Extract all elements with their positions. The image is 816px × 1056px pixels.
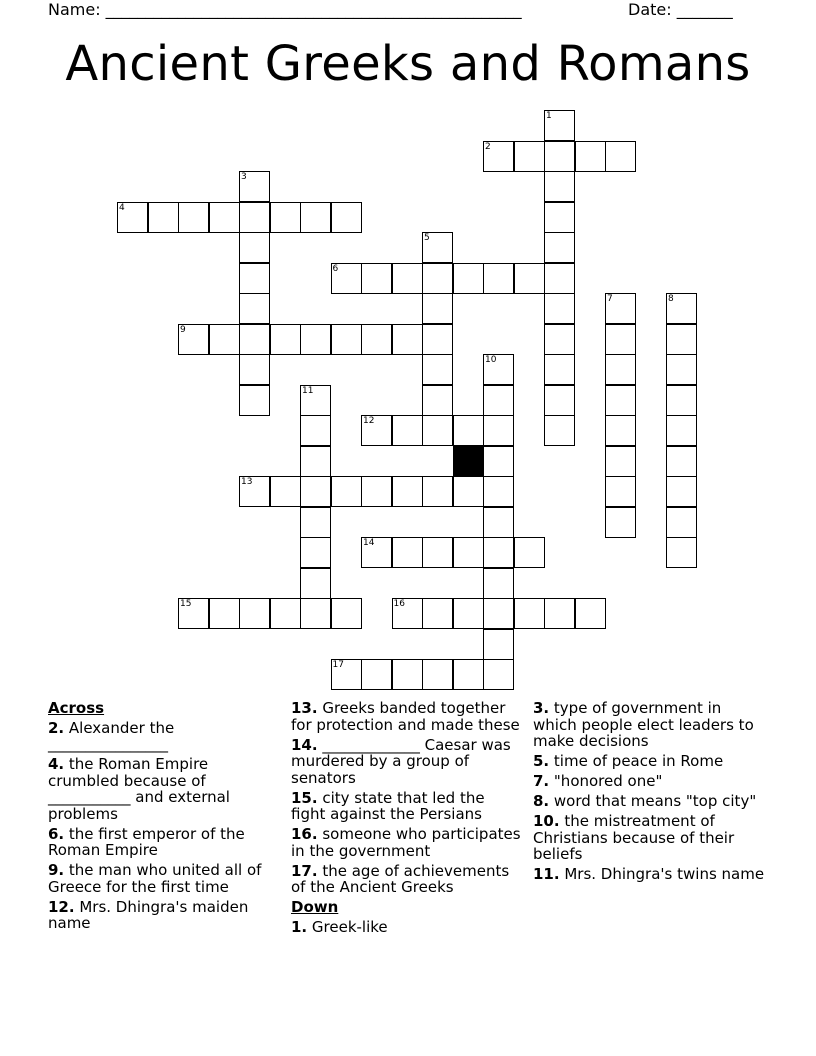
clue-item-number: 9.: [48, 861, 65, 879]
grid-cell[interactable]: [422, 537, 453, 568]
clue-item-text: "honored one": [549, 772, 663, 790]
clue-item: [533, 753, 765, 770]
clue-item-text: Mrs. Dhingra's twins name: [559, 865, 765, 883]
grid-cell[interactable]: [483, 354, 514, 385]
clue-item-number: 2.: [48, 718, 65, 737]
clue-item-text: the Roman Empire crumbled because of ___________ and external problems: [48, 755, 230, 823]
grid-cell[interactable]: [209, 598, 240, 629]
page-title: Ancient Greeks and Romans: [65, 36, 751, 92]
clue-number: 6: [332, 263, 339, 274]
clue-item-number: 13.: [291, 699, 318, 717]
grid-cell[interactable]: [422, 293, 453, 324]
clue-item-number: 8.: [533, 792, 550, 810]
grid-cell[interactable]: [514, 537, 545, 568]
grid-cell[interactable]: [453, 598, 484, 629]
grid-cell[interactable]: [300, 537, 331, 568]
grid-cell[interactable]: [483, 568, 514, 599]
grid-cell[interactable]: [331, 659, 362, 690]
grid-cell[interactable]: [483, 446, 514, 477]
clue-item: [533, 866, 765, 883]
grid-cell[interactable]: [178, 202, 209, 233]
grid-cell[interactable]: [514, 598, 545, 629]
grid-cell[interactable]: [331, 202, 362, 233]
clue-item-text: someone who participates in the government: [291, 825, 521, 860]
grid-cell[interactable]: [178, 324, 209, 355]
grid-cell[interactable]: [544, 141, 575, 172]
name-field-label[interactable]: Name: ____________________________________________________: [48, 0, 522, 19]
grid-cell[interactable]: [544, 202, 575, 233]
clue-number: 13: [241, 477, 253, 487]
grid-cell[interactable]: [331, 476, 362, 507]
grid-cell[interactable]: [483, 263, 514, 294]
grid-cell[interactable]: [514, 141, 545, 172]
clue-item: [291, 863, 523, 896]
clue-item-text: time of peace in Rome: [549, 752, 724, 770]
clue-item-text: Greeks banded together for protection and made these: [291, 699, 520, 734]
grid-cell[interactable]: [392, 659, 423, 690]
grid-cell[interactable]: [209, 202, 240, 233]
grid-cell[interactable]: [422, 354, 453, 385]
clue-item-text: the first emperor of the Roman Empire: [48, 824, 245, 859]
clues-column-1: [48, 700, 274, 935]
clue-number: 5: [424, 233, 430, 243]
grid-cell[interactable]: [148, 202, 179, 233]
grid-cell[interactable]: [392, 263, 423, 294]
grid-cell[interactable]: [392, 415, 423, 446]
grid-cell[interactable]: [361, 537, 392, 568]
grid-cell[interactable]: [300, 202, 331, 233]
grid-cell[interactable]: [605, 415, 636, 446]
grid-cell[interactable]: [544, 110, 575, 141]
clue-number: 4: [119, 202, 125, 213]
grid-cell[interactable]: [666, 354, 697, 385]
grid-cell[interactable]: [239, 324, 270, 355]
grid-cell[interactable]: [361, 324, 392, 355]
clue-item-text: city state that led the fight against the Persians: [291, 788, 485, 823]
grid-cell[interactable]: [117, 202, 148, 233]
clue-item: [291, 919, 523, 936]
clues-column-2: [291, 700, 523, 939]
grid-cell[interactable]: [544, 232, 575, 263]
grid-cell[interactable]: [605, 293, 636, 324]
grid-cell[interactable]: [422, 385, 453, 416]
clue-item: [533, 813, 765, 863]
clue-item-number: 17.: [291, 861, 318, 880]
clue-item-number: 10.: [533, 812, 560, 830]
grid-cell[interactable]: [239, 598, 270, 629]
grid-cell[interactable]: [422, 659, 453, 690]
grid-cell[interactable]: [422, 232, 453, 263]
grid-cell[interactable]: [300, 598, 331, 629]
clue-number: 16: [393, 599, 405, 609]
clue-number: 3: [241, 172, 247, 182]
grid-cell[interactable]: [392, 324, 423, 355]
grid-cell[interactable]: [239, 354, 270, 385]
grid-cell[interactable]: [483, 598, 514, 629]
grid-cell[interactable]: [300, 476, 331, 507]
clue-number: 1: [546, 111, 552, 121]
grid-cell[interactable]: [239, 263, 270, 294]
grid-cell[interactable]: [483, 507, 514, 538]
grid-cell[interactable]: [209, 324, 240, 355]
grid-cell[interactable]: [605, 446, 636, 477]
grid-cell[interactable]: [666, 293, 697, 324]
clue-item-text: Greek-like: [307, 917, 388, 936]
clue-item-text: the man who united all of Greece for the first time: [48, 861, 262, 896]
grid-cell[interactable]: [453, 415, 484, 446]
grid-cell[interactable]: [605, 385, 636, 416]
grid-cell[interactable]: [544, 293, 575, 324]
clue-item-text: type of government in which people elect leaders to make decisions: [533, 699, 754, 750]
grid-cell[interactable]: [544, 171, 575, 202]
grid-cell[interactable]: [666, 476, 697, 507]
grid-cell[interactable]: [666, 385, 697, 416]
clue-item-number: 7.: [533, 772, 550, 790]
grid-cell[interactable]: [666, 324, 697, 355]
grid-cell[interactable]: [666, 446, 697, 477]
clue-item-number: 1.: [291, 917, 308, 936]
clue-item: [48, 720, 274, 753]
grid-cell[interactable]: [270, 324, 301, 355]
grid-cell[interactable]: [239, 385, 270, 416]
grid-cell[interactable]: [392, 537, 423, 568]
clue-item: [48, 756, 274, 822]
clue-item-number: 14.: [291, 735, 318, 754]
across-heading: Across: [48, 699, 105, 717]
clue-item-text: the mistreatment of Christians because of their beliefs: [533, 812, 735, 863]
grid-cell[interactable]: [331, 598, 362, 629]
grid-cell[interactable]: [483, 659, 514, 690]
grid-cell[interactable]: [422, 415, 453, 446]
clue-number: 8: [668, 294, 674, 304]
clue-number: 2: [485, 141, 491, 152]
grid-cell[interactable]: [361, 476, 392, 507]
grid-cell[interactable]: [666, 415, 697, 446]
grid-cell[interactable]: [361, 263, 392, 294]
clues-column-3: [533, 700, 765, 886]
grid-cell[interactable]: [239, 232, 270, 263]
grid-cell[interactable]: [239, 171, 270, 202]
grid-cell[interactable]: [453, 476, 484, 507]
grid-cell[interactable]: [544, 415, 575, 446]
grid-cell[interactable]: [239, 202, 270, 233]
clue-item-text: the age of achievements of the Ancient Greeks: [291, 861, 510, 896]
grid-cell[interactable]: [544, 324, 575, 355]
clue-item-number: 5.: [533, 752, 550, 770]
grid-cell[interactable]: [239, 293, 270, 324]
grid-cell[interactable]: [270, 202, 301, 233]
clue-number: 7: [607, 294, 613, 304]
clue-item-number: 12.: [48, 897, 75, 916]
grid-cell[interactable]: [270, 598, 301, 629]
grid-cell[interactable]: [483, 415, 514, 446]
grid-cell[interactable]: [453, 263, 484, 294]
grid-cell[interactable]: [544, 263, 575, 294]
grid-cell[interactable]: [331, 263, 362, 294]
grid-cell[interactable]: [605, 141, 636, 172]
clue-item-text: Alexander the ________________: [48, 718, 175, 753]
grid-cell[interactable]: [392, 476, 423, 507]
grid-cell[interactable]: [300, 568, 331, 599]
grid-cell[interactable]: [544, 598, 575, 629]
grid-cell[interactable]: [605, 354, 636, 385]
grid-cell[interactable]: [361, 659, 392, 690]
clue-item: [291, 737, 523, 787]
grid-cell[interactable]: [666, 537, 697, 568]
clue-item-text: _____________ Caesar was murdered by a group of senators: [291, 735, 511, 787]
grid-cell[interactable]: [422, 324, 453, 355]
grid-cell[interactable]: [483, 629, 514, 660]
grid-cell[interactable]: [514, 263, 545, 294]
grid-cell[interactable]: [422, 598, 453, 629]
clue-item: [48, 899, 274, 932]
grid-cell[interactable]: [331, 324, 362, 355]
black-cell: [453, 446, 484, 477]
grid-cell[interactable]: [300, 446, 331, 477]
grid-cell[interactable]: [483, 476, 514, 507]
grid-cell[interactable]: [300, 415, 331, 446]
grid-cell[interactable]: [483, 385, 514, 416]
clue-item-text: Mrs. Dhingra's maiden name: [48, 897, 249, 932]
grid-cell[interactable]: [453, 659, 484, 690]
clue-number: 9: [180, 324, 186, 335]
clue-item-number: 3.: [533, 699, 550, 717]
grid-cell[interactable]: [483, 141, 514, 172]
clue-number: 17: [332, 660, 344, 670]
grid-cell[interactable]: [392, 598, 423, 629]
clue-number: 11: [302, 385, 314, 396]
clue-item-number: 11.: [533, 865, 560, 883]
clue-item-number: 15.: [291, 788, 318, 807]
grid-cell[interactable]: [300, 507, 331, 538]
clue-item: [291, 790, 523, 823]
clue-item: [533, 700, 765, 750]
clue-number: 15: [180, 599, 192, 609]
clue-item: [291, 826, 523, 859]
grid-cell[interactable]: [483, 537, 514, 568]
date-field-label[interactable]: Date: _______: [628, 0, 733, 19]
grid-cell[interactable]: [544, 354, 575, 385]
clue-number: 12: [363, 416, 375, 426]
grid-cell[interactable]: [300, 324, 331, 355]
clue-item: [533, 773, 765, 790]
grid-cell[interactable]: [666, 507, 697, 538]
clue-number: 10: [485, 355, 497, 365]
grid-cell[interactable]: [605, 324, 636, 355]
clue-item: [291, 700, 523, 733]
grid-cell[interactable]: [575, 141, 606, 172]
grid-cell[interactable]: [575, 598, 606, 629]
grid-cell[interactable]: [300, 385, 331, 416]
grid-cell[interactable]: [270, 476, 301, 507]
grid-cell[interactable]: [361, 415, 392, 446]
clue-item: [533, 793, 765, 810]
clue-item-number: 4.: [48, 755, 65, 773]
down-heading: Down: [291, 898, 339, 916]
clue-number: 14: [363, 538, 375, 548]
clue-item-number: 6.: [48, 824, 65, 843]
clue-item-number: 16.: [291, 825, 318, 843]
clue-item-text: word that means "top city": [549, 792, 757, 810]
grid-cell[interactable]: [605, 476, 636, 507]
grid-cell[interactable]: [544, 385, 575, 416]
grid-cell[interactable]: [178, 598, 209, 629]
clue-item: [48, 862, 274, 895]
grid-cell[interactable]: [453, 537, 484, 568]
clue-item: [48, 826, 274, 859]
grid-cell[interactable]: [605, 507, 636, 538]
grid-cell[interactable]: [422, 263, 453, 294]
grid-cell[interactable]: [422, 476, 453, 507]
grid-cell[interactable]: [239, 476, 270, 507]
